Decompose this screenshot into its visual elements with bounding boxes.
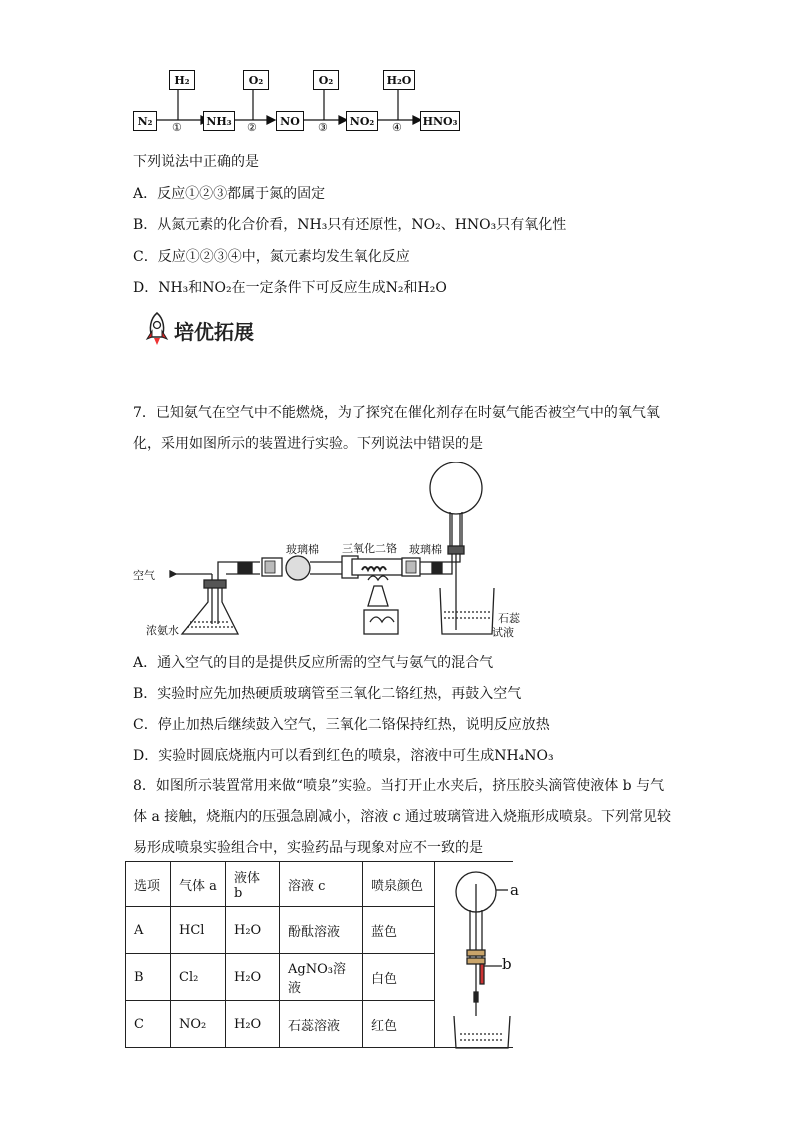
table-cell: HCl [171, 907, 226, 954]
step-1: ① [172, 121, 182, 134]
q8-stem-line1: 8．如图所示装置常用来做“喷泉”实验。当打开止水夹后，挤压胶头滴管使液体 b 与气 [133, 778, 665, 794]
table-cell: 石蕊溶液 [280, 1001, 363, 1048]
label-catalyst: 三氧化二铬 [342, 542, 397, 555]
banner-text: 培优拓展 [174, 320, 254, 344]
step-2: ② [247, 121, 257, 134]
table-cell: H₂O [226, 1001, 280, 1048]
label-glass-wool-1: 玻璃棉 [286, 543, 319, 556]
q7-stem-line1: 7．已知氨气在空气中不能燃烧，为了探究在催化剂存在时氨气能否被空气中的氧气氧 [133, 405, 660, 421]
label-ammonia: 浓氨水 [146, 624, 179, 637]
reagent-box-3: O₂ [313, 70, 339, 90]
q6-option-a: A．反应①②③都属于氮的固定 [133, 186, 326, 202]
table-cell: H₂O [226, 907, 280, 954]
table-cell: Cl₂ [171, 954, 226, 1001]
table-header-cell: 液体 b [226, 862, 280, 907]
figure-label-a: a [510, 881, 519, 899]
q6-option-b: B．从氮元素的化合价看，NH₃只有还原性，NO₂、HNO₃只有氧化性 [133, 217, 567, 233]
table-cell: NO₂ [171, 1001, 226, 1048]
q7-option-a: A．通入空气的目的是提供反应所需的空气与氨气的混合气 [133, 655, 494, 671]
reagent-box-1: H₂ [169, 70, 195, 90]
table-header-cell: 溶液 c [280, 862, 363, 907]
label-air: 空气 [133, 569, 155, 582]
rocket-icon [144, 311, 170, 347]
node-box-4: NO₂ [346, 111, 378, 131]
reagent-box-2: O₂ [243, 70, 269, 90]
table-header-cell: 气体 a [171, 862, 226, 907]
q8-stem-line2: 体 a 接触，烧瓶内的压强急剧减小，溶液 c 通过玻璃管进入烧瓶形成喷泉。下列常见较 [133, 809, 671, 825]
table-cell: C [126, 1001, 171, 1048]
table-cell: 红色 [363, 1001, 435, 1048]
node-box-2: NH₃ [203, 111, 235, 131]
q6-option-d: D．NH₃和NO₂在一定条件下可反应生成N₂和H₂O [133, 280, 447, 296]
q6-option-c: C．反应①②③④中，氮元素均发生氧化反应 [133, 249, 410, 265]
q7-option-b: B．实验时应先加热硬质玻璃管至三氧化二铬红热，再鼓入空气 [133, 686, 522, 702]
table-cell: 白色 [363, 954, 435, 1001]
q7-option-d: D．实验时圆底烧瓶内可以看到红色的喷泉，溶液中可生成NH₄NO₃ [133, 748, 554, 764]
fountain-apparatus [446, 866, 536, 1050]
table-cell: AgNO₃溶液 [280, 954, 363, 1001]
step-4: ④ [392, 121, 402, 134]
table-cell: A [126, 907, 171, 954]
node-box-5: HNO₃ [420, 111, 460, 131]
table-header-cell: 选项 [126, 862, 171, 907]
q6-stem: 下列说法中正确的是 [133, 154, 259, 170]
label-glass-wool-2: 玻璃棉 [409, 543, 442, 556]
table-header-cell: 喷泉颜色 [363, 862, 435, 907]
step-3: ③ [318, 121, 328, 134]
table-cell: H₂O [226, 954, 280, 1001]
q7-stem-line2: 化，采用如图所示的装置进行实验。下列说法中错误的是 [133, 436, 483, 452]
reagent-box-4: H₂O [383, 70, 415, 90]
label-litmus-1: 石蕊 [498, 612, 520, 625]
node-box-1: N₂ [133, 111, 157, 131]
figure-label-b: b [502, 955, 512, 973]
node-box-3: NO [276, 111, 304, 131]
q7-apparatus [130, 462, 530, 642]
q7-option-c: C．停止加热后继续鼓入空气，三氧化二铬保持红热，说明反应放热 [133, 717, 550, 733]
table-cell: B [126, 954, 171, 1001]
table-cell: 蓝色 [363, 907, 435, 954]
label-litmus-2: 试液 [492, 626, 514, 639]
table-cell: 酚酞溶液 [280, 907, 363, 954]
section-banner [144, 311, 284, 347]
q8-stem-line3: 易形成喷泉实验组合中，实验药品与现象对应不一致的是 [133, 840, 483, 856]
